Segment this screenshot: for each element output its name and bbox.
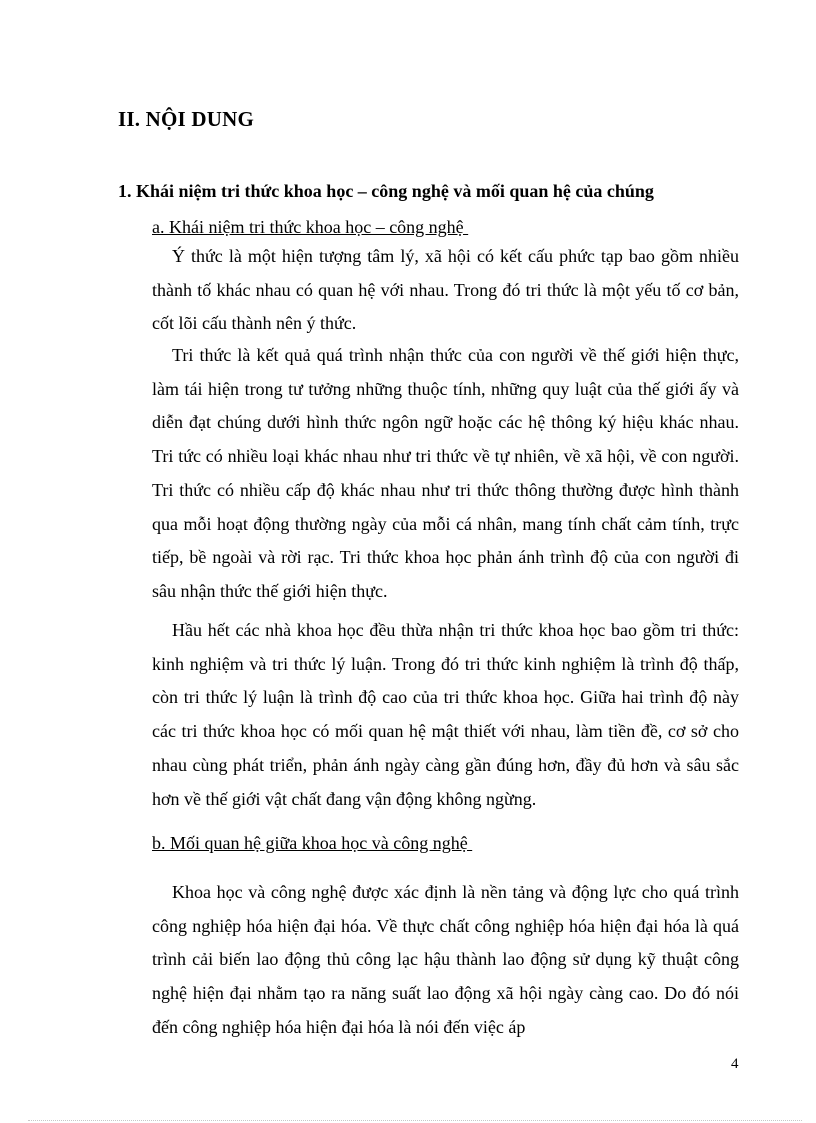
subsection-a-title: a. Khái niệm tri thức khoa học – công nghệ [152,217,469,237]
paragraph: Khoa học và công nghệ được xác định là nền tảng và động lực cho quá trình công nghiệp hóa hiện đại hóa. Về thực chất công nghiệp hóa hiện đại hóa là quá trình cải biến lao động thủ công lạc hậu thành lao động sử dụng kỹ thuật công nghệ hiện đại nhằm tạo ra năng suất lao động xã hội ngày càng cao. Do đó nói đến công nghiệp hóa hiện đại hóa là nói đến việc áp [152,882,739,1037]
page-bottom-divider [28,1120,802,1121]
subsection-b-title: b. Mối quan hệ giữa khoa học và công nghệ [152,833,473,853]
paragraph: Ý thức là một hiện tượng tâm lý, xã hội có kết cấu phức tạp bao gồm nhiều thành tố khác nhau có quan hệ với nhau. Trong đó tri thức là một yếu tố cơ bản, cốt lõi cấu thành nên ý thức. [152,246,739,334]
chapter-title: II. NỘI DUNG [118,107,254,131]
paragraph: Hầu hết các nhà khoa học đều thừa nhận tri thức khoa học bao gồm tri thức: kinh nghiệm và tri thức lý luận. Trong đó tri thức kinh nghiệm là trình độ thấp, còn tri thức lý luận là trình độ cao của tri thức khoa học. Giữa hai trình độ này các tri thức khoa học có mối quan hệ mật thiết với nhau, làm tiền đề, cơ sở cho nhau cùng phát triển, phản ánh ngày càng gần đúng hơn, đầy đủ hơn và sâu sắc hơn về thế giới vật chất đang vận động không ngừng. [152,620,739,809]
page-number: 4 [731,1056,739,1072]
paragraph: Tri thức là kết quả quá trình nhận thức của con người về thế giới hiện thực, làm tái hiện trong tư tưởng những thuộc tính, những quy luật của thế giới ấy và diễn đạt chúng dưới hình thức ngôn ngữ hoặc các hệ thông ký hiệu khác nhau. Tri tức có nhiều loại khác nhau như tri thức về tự nhiên, về xã hội, về con người. Tri thức có nhiều cấp độ khác nhau như tri thức thông thường được hình thành qua mỗi hoạt động thường ngày của mỗi cá nhân, mang tính chất cảm tính, trực tiếp, bề ngoài và rời rạc. Tri thức khoa học phản ánh trình độ của con người đi sâu nhận thức thế giới hiện thực. [152,345,739,601]
section-title: 1. Khái niệm tri thức khoa học – công nghệ và mối quan hệ của chúng [118,181,654,201]
